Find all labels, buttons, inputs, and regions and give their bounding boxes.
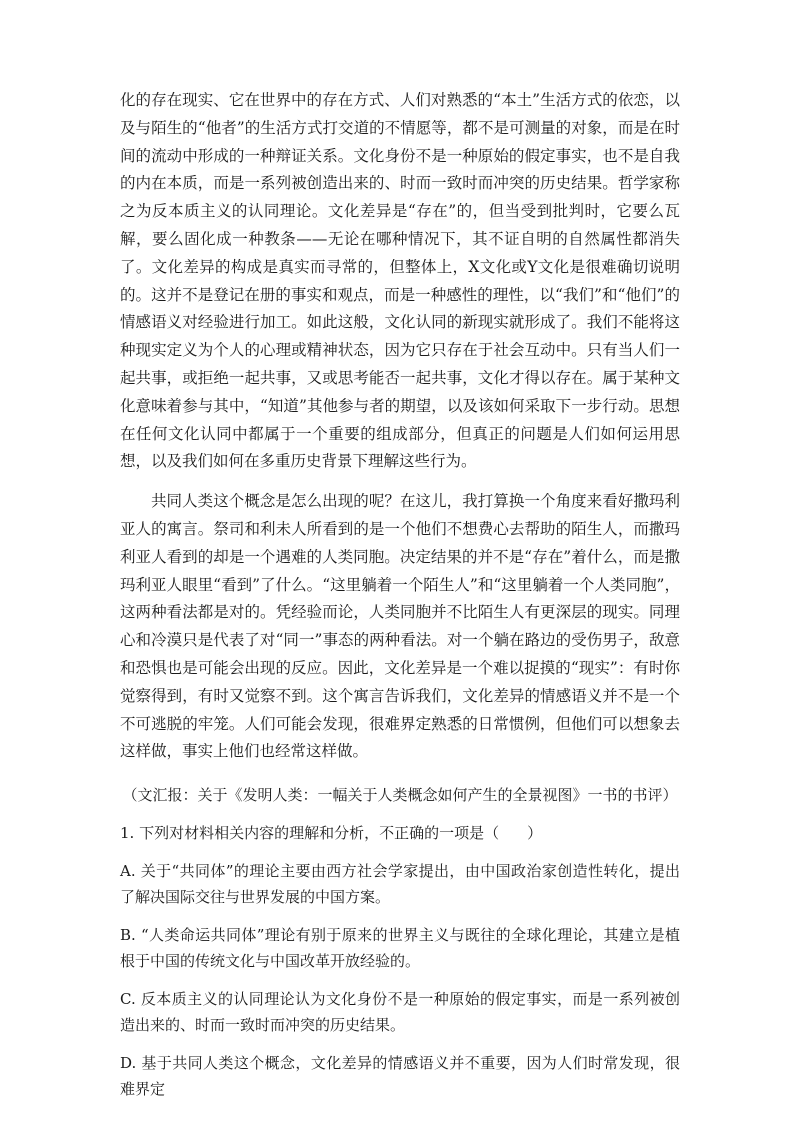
- option-d: D. 基于共同人类这个概念，文化差异的情感语义并不重要，因为人们时常发现，很难界定: [120, 1054, 680, 1098]
- passage-paragraph-1: 化的存在现实、它在世界中的存在方式、人们对熟悉的“本土”生活方式的依恋，以及与陌生的“他者”的生活方式打交道的不情愿等，都不是可测量的对象，而是在时间的流动中形成的一种辩证关系。文化身份不是一种原始的假定事实，也不是自我的内在本质，而是一系列被创造出来的、时而一致时而冲突的历史结果。哲学家称之为反本质主义的认同理论。文化差异是“存在”的，但当受到批判时，它要么瓦解，要么固化成一种教条——无论在哪种情况下，其不证自明的自然属性都消失了。文化差异的构成是真实而寻常的，但整体上，X文化或Y文化是很难确切说明的。这并不是登记在册的事实和观点，而是一种感性的理性，以“我们”和“他们”的情感语义对经验进行加工。如此这般，文化认同的新现实就形成了。我们不能将这种现实定义为个人的心理或精神状态，因为它只存在于社会互动中。只有当人们一起共事，或拒绝一起共事，又或思考能否一起共事，文化才得以存在。属于某种文化意味着参与其中，“知道”其他参与者的期望，以及该如何采取下一步行动。思想在任何文化认同中都属于一个重要的组成部分，但真正的问题是人们如何运用思想，以及我们如何在多重历史背景下理解这些行为。: [120, 91, 680, 471]
- passage-source-citation: （文汇报：关于《发明人类：一幅关于人类概念如何产生的全景视图》一书的书评）: [122, 786, 678, 805]
- option-a: A. 关于“共同体”的理论主要由西方社会学家提出，由中国政治家创造性转化，提出了解决国际交往与世界发展的中国方案。: [120, 862, 680, 906]
- question-1-stem-close: ）: [527, 824, 543, 843]
- question-1-stem: [120, 820, 680, 846]
- document-page: [120, 87, 680, 1102]
- question-1-stem-text: 1. 下列对材料相关内容的理解和分析，不正确的一项是（: [120, 824, 500, 843]
- passage-paragraph-2: 共同人类这个概念是怎么出现的呢？在这儿，我打算换一个角度来看好撒玛利亚人的寓言。祭司和利未人所看到的是一个他们不想费心去帮助的陌生人，而撒玛利亚人看到的却是一个遇难的人类同胞。决定结果的并不是“存在”着什么，而是撒玛利亚人眼里“看到”了什么。“这里躺着一个陌生人”和“这里躺着一个人类同胞”，这两种看法都是对的。凭经验而论，人类同胞并不比陌生人有更深层的现实。同理心和冷漠只是代表了对“同一”事态的两种看法。对一个躺在路边的受伤男子，敌意和恐惧也是可能会出现的反应。因此，文化差异是一个难以捉摸的“现实”：有时你觉察得到，有时又觉察不到。这个寓言告诉我们，文化差异的情感语义并不是一个不可逃脱的牢笼。人们可能会发现，很难界定熟悉的日常惯例，但他们可以想象去这样做，事实上他们也经常这样做。: [120, 492, 680, 761]
- option-c: C. 反本质主义的认同理论认为文化身份不是一种原始的假定事实，而是一系列被创造出来的、时而一致时而冲突的历史结果。: [120, 990, 680, 1034]
- option-b: B. “人类命运共同体”理论有别于原来的世界主义与既往的全球化理论，其建立是植根于中国的传统文化与中国改革开放经验的。: [120, 926, 680, 970]
